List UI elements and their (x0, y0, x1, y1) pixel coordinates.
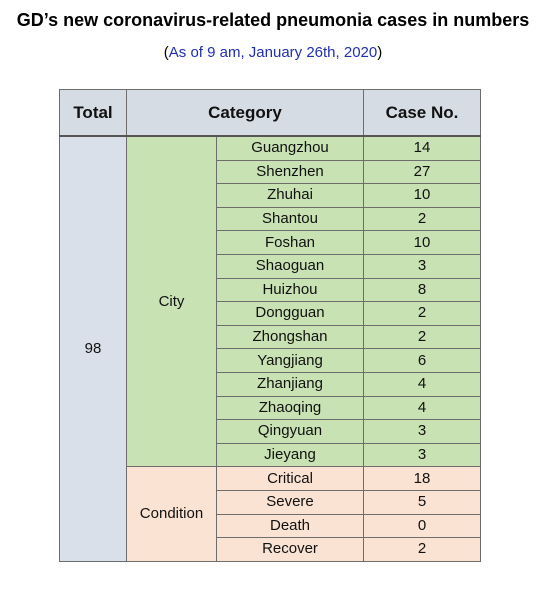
row-case-count: 10 (364, 184, 481, 208)
row-case-count: 3 (364, 254, 481, 278)
row-name: Shenzhen (217, 160, 364, 184)
row-name: Huizhou (217, 278, 364, 302)
row-name: Zhongshan (217, 325, 364, 349)
row-case-count: 2 (364, 325, 481, 349)
row-case-count: 2 (364, 538, 481, 562)
row-case-count: 0 (364, 514, 481, 538)
subtitle (0, 40, 546, 66)
group-label: Condition (127, 467, 217, 561)
row-case-count: 4 (364, 372, 481, 396)
group-label: City (127, 136, 217, 467)
row-name: Critical (217, 467, 364, 491)
row-case-count: 3 (364, 420, 481, 444)
row-case-count: 10 (364, 231, 481, 255)
header-category: Category (127, 90, 364, 137)
row-name: Yangjiang (217, 349, 364, 373)
row-case-count: 4 (364, 396, 481, 420)
row-name: Zhaoqing (217, 396, 364, 420)
row-case-count: 18 (364, 467, 481, 491)
row-name: Death (217, 514, 364, 538)
row-name: Guangzhou (217, 136, 364, 160)
row-name: Shaoguan (217, 254, 364, 278)
subtitle-close-paren: ) (377, 44, 383, 61)
row-name: Foshan (217, 231, 364, 255)
row-case-count: 3 (364, 443, 481, 467)
header-total: Total (60, 90, 127, 137)
total-value: 98 (60, 136, 127, 561)
row-name: Shantou (217, 207, 364, 231)
row-name: Qingyuan (217, 420, 364, 444)
subtitle-date: As of 9 am, January 26th, 2020 (168, 44, 378, 61)
header-cases: Case No. (364, 90, 481, 137)
row-case-count: 2 (364, 207, 481, 231)
row-case-count: 14 (364, 136, 481, 160)
header-row (60, 90, 481, 137)
row-case-count: 8 (364, 278, 481, 302)
table-body (60, 136, 481, 561)
page-title: GD’s new coronavirus-related pneumonia cases in numbers (16, 10, 530, 30)
table-header (60, 90, 481, 137)
row-case-count: 2 (364, 302, 481, 326)
row-name: Jieyang (217, 443, 364, 467)
subtitle-open-paren: ( (163, 44, 169, 61)
row-case-count: 27 (364, 160, 481, 184)
row-name: Dongguan (217, 302, 364, 326)
row-name: Severe (217, 490, 364, 514)
table-row (60, 136, 481, 160)
row-case-count: 5 (364, 490, 481, 514)
row-name: Zhanjiang (217, 372, 364, 396)
cases-table (59, 89, 481, 562)
row-case-count: 6 (364, 349, 481, 373)
row-name: Zhuhai (217, 184, 364, 208)
row-name: Recover (217, 538, 364, 562)
